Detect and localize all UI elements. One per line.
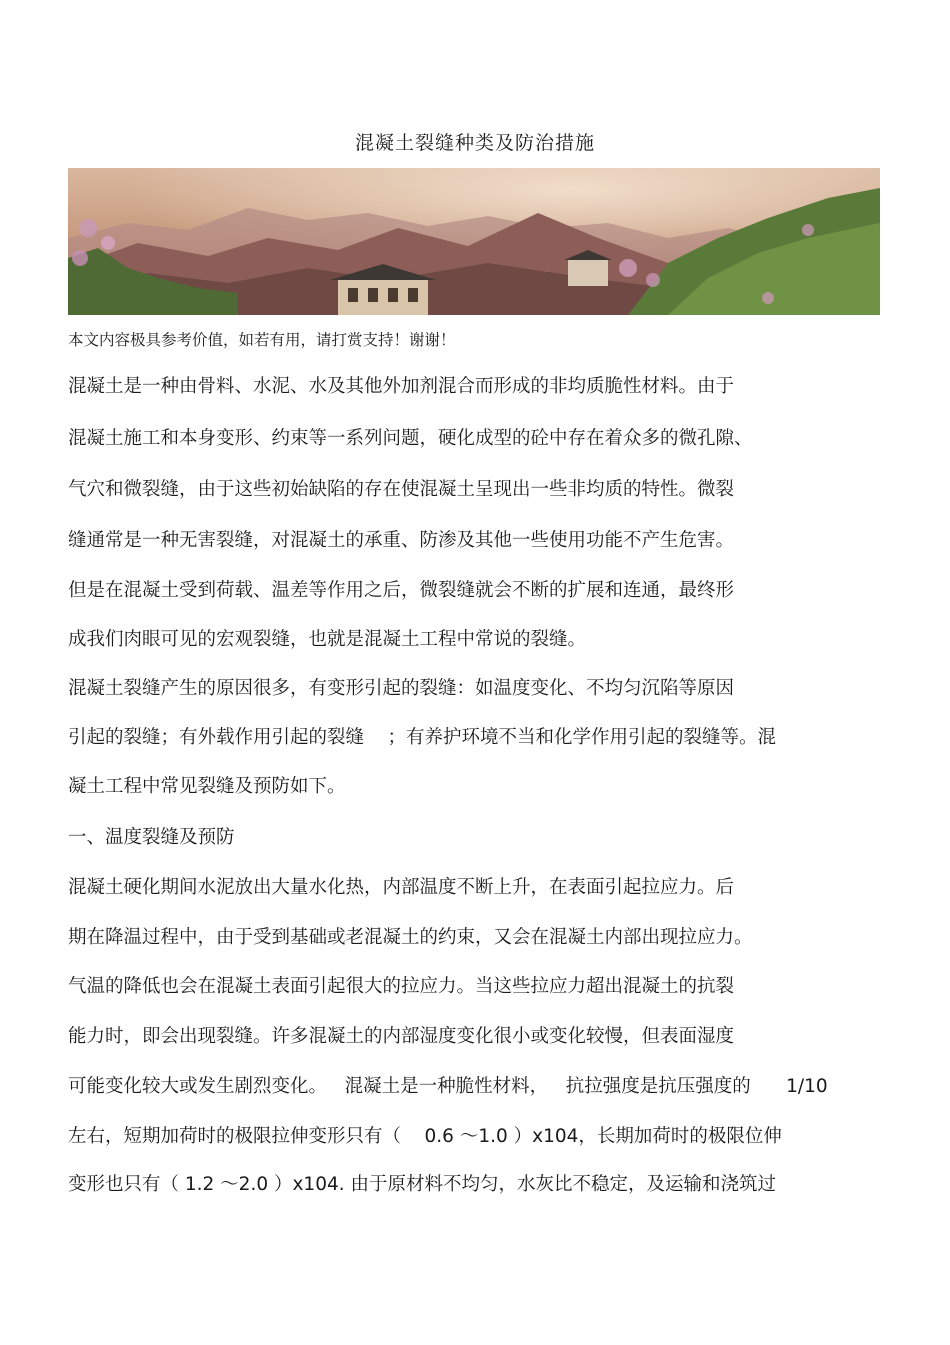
body-line: 成我们肉眼可见的宏观裂缝，也就是混凝土工程中常说的裂缝。	[68, 629, 587, 650]
body-line: 气穴和微裂缝，由于这些初始缺陷的存在使混凝土呈现出一些非均质的特性。微裂	[68, 479, 735, 500]
body-line: 混凝土是一种由骨料、水泥、水及其他外加剂混合而形成的非均质脆性材料。由于	[68, 376, 735, 397]
reference-notice: 本文内容极具参考价值，如若有用，请打赏支持！谢谢！	[68, 331, 456, 349]
body-line: 缝通常是一种无害裂缝，对混凝土的承重、防渗及其他一些使用功能不产生危害。	[68, 530, 735, 551]
body-line: 混凝土裂缝产生的原因很多，有变形引起的裂缝：如温度变化、不均匀沉陷等原因	[68, 678, 735, 699]
body-line: 能力时，即会出现裂缝。许多混凝土的内部湿度变化很小或变化较慢，但表面湿度	[68, 1026, 735, 1047]
body-line: 左右，短期加荷时的极限拉伸变形只有（ 0.6 ～1.0 ）x104，长期加荷时的极限位伸	[68, 1126, 782, 1147]
body-line: 变形也只有（ 1.2 ～2.0 ）x104. 由于原材料不均匀，水灰比不稳定，及运输和浇筑过	[68, 1174, 777, 1195]
document-title: 混凝土裂缝种类及防治措施	[354, 132, 595, 154]
body-line: 混凝土硬化期间水泥放出大量水化热，内部温度不断上升，在表面引起拉应力。后	[68, 877, 735, 898]
body-line: 但是在混凝土受到荷载、温差等作用之后，微裂缝就会不断的扩展和连通，最终形	[68, 580, 735, 601]
body-line: 期在降温过程中，由于受到基础或老混凝土的约束，又会在混凝土内部出现拉应力。	[68, 927, 753, 948]
landscape-banner-image	[68, 168, 880, 315]
body-line: 混凝土施工和本身变形、约束等一系列问题，硬化成型的砼中存在着众多的微孔隙、	[68, 428, 753, 449]
body-line: 引起的裂缝；有外载作用引起的裂缝 ；有养护环境不当和化学作用引起的裂缝等。混	[68, 727, 777, 748]
body-line: 凝土工程中常见裂缝及预防如下。	[68, 776, 346, 797]
body-line: 可能变化较大或发生剧烈变化。 混凝土是一种脆性材料， 抗拉强度是抗压强度的 1/10	[68, 1076, 828, 1097]
body-line: 气温的降低也会在混凝土表面引起很大的拉应力。当这些拉应力超出混凝土的抗裂	[68, 976, 735, 997]
section-heading: 一、温度裂缝及预防	[68, 827, 235, 848]
